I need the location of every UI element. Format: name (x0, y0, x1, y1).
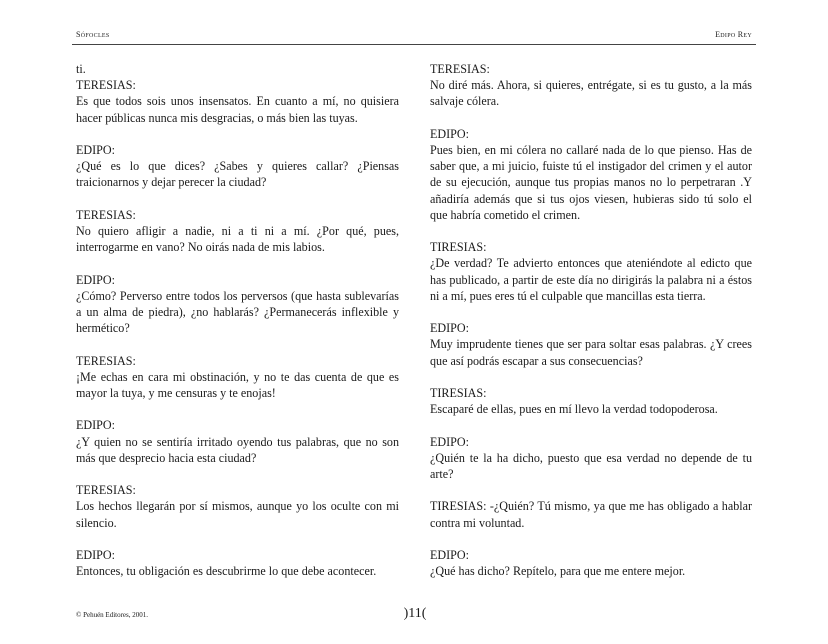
speaker-name: EDIPO: (430, 434, 469, 449)
speaker-name: TERESIAS: (76, 353, 136, 368)
dialogue-text: No diré más. Ahora, si quieres, entrégate, si es tu gusto, a la más salvaje cólera. (430, 78, 752, 109)
dialogue-block (76, 547, 399, 579)
dialogue-block (430, 498, 752, 530)
dialogue-text: ¿Y quien no se sentiría irritado oyendo tus palabras, que no son más que desprecio hacia esta ciudad? (76, 434, 399, 465)
dialogue-text: Es que todos sois unos insensatos. En cuanto a mí, no quisiera hacer públicas nunca mis desgracias, o más bien las tuyas. (76, 94, 399, 125)
header-rule (72, 44, 756, 45)
speaker-name: EDIPO: (76, 272, 115, 287)
dialogue-text: ¿Qué has dicho? Repítelo, para que me entere mejor. (430, 564, 686, 579)
dialogue-text: ¿Quién te la ha dicho, puesto que esa verdad no depende de tu arte? (430, 450, 752, 481)
dialogue-text: No quiero afligir a nadie, ni a ti ni a mí. ¿Por qué, pues, interrogarme en vano? No oirás nada de mis labios. (76, 224, 399, 255)
dialogue-text: ¿Cómo? Perverso entre todos los perversos (que hasta sublevarías a un alma de piedra), ¿no hablarás? ¿Permanecerás inflexible y hermético? (76, 288, 399, 336)
dialogue-block (430, 320, 752, 369)
dialogue-text: Pues bien, en mi cólera no callaré nada de lo que pienso. Has de saber que, a mi juicio, fuiste tú el instigador del crimen y el autor de su ejecución, aunque tus propias manos no lo perpetraran .Y añadiría además que si tus ojos viesen, hubieras sido tú solo el que habría cometido el crimen. (430, 143, 752, 222)
dialogue-block (76, 77, 399, 126)
dialogue-text: ¡Me echas en cara mi obstinación, y no te das cuenta de que es mayor la tuya, y me censuras y te enojas! (76, 369, 399, 400)
speaker-name: TERESIAS: (430, 62, 490, 76)
speaker-name: TERESIAS: (76, 78, 136, 93)
dialogue-text: ¿Qué es lo que dices? ¿Sabes y quieres callar? ¿Piensas traicionarnos y dejar perecer la ciudad? (76, 159, 399, 190)
page-number: )11( (403, 606, 427, 621)
dialogue-block (76, 207, 399, 256)
speaker-name: EDIPO: (76, 143, 115, 157)
dialogue-text: ¿De verdad? Te advierto entonces que ateniéndote al edicto que has publicado, a partir de este día no dirigirás la palabra ni a éstos ni a mí, pues eres tú el culpable que mancillas esta tierra. (430, 256, 752, 303)
speaker-name: TERESIAS: (76, 483, 136, 498)
copyright-notice: © Pehuén Editores, 2001. (76, 611, 149, 619)
dialogue-block (76, 417, 399, 466)
header-author: Sófocles (76, 30, 110, 39)
right-column (430, 61, 752, 579)
dialogue-block (430, 434, 752, 483)
dialogue-block (430, 126, 752, 223)
dialogue-block (76, 142, 399, 191)
dialogue-block (76, 272, 399, 337)
dialogue-text: Muy imprudente tienes que ser para soltar esas palabras. ¿Y crees que así podrás escapar a sus consecuencias? (430, 337, 752, 368)
dialogue-block (76, 482, 399, 531)
speaker-name: TIRESIAS: (430, 386, 487, 400)
header-title: Edipo Rey (715, 30, 752, 39)
dialogue-text: TIRESIAS: -¿Quién? Tú mismo, ya que me has obligado a hablar contra mi voluntad. (430, 499, 752, 530)
speaker-name: EDIPO: (430, 547, 469, 562)
dialogue-block (430, 61, 752, 110)
page-header (72, 30, 756, 44)
speaker-name: TERESIAS: (76, 207, 136, 222)
dialogue-block (430, 385, 752, 417)
dialogue-block (430, 239, 752, 304)
dialogue-block (76, 353, 399, 402)
dialogue-block (430, 547, 752, 579)
dialogue-text: Los hechos llegarán por sí mismos, aunque yo los oculte con mi silencio. (76, 499, 399, 530)
speaker-name: EDIPO: (430, 126, 469, 141)
dialogue-text: Escaparé de ellas, pues en mí llevo la verdad todopoderosa. (430, 402, 718, 417)
speaker-name: TIRESIAS: (430, 240, 487, 255)
speaker-name: EDIPO: (76, 418, 115, 433)
speaker-name: EDIPO: (430, 321, 469, 336)
dialogue-text: Entonces, tu obligación es descubrirme lo que debe acontecer. (76, 564, 377, 579)
continuation-text: ti. (76, 62, 86, 76)
left-column (76, 61, 399, 579)
speaker-name: EDIPO: (76, 547, 115, 562)
